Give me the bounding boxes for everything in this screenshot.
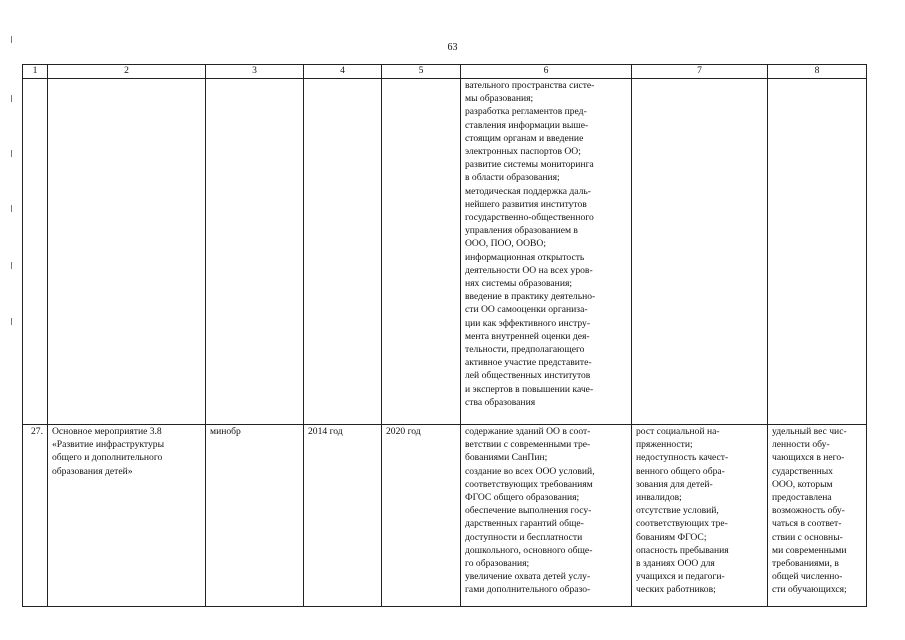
consequences-cell <box>632 425 768 607</box>
text-line: нях системы образования; <box>465 278 573 290</box>
text-line: удельный вес чис- <box>772 426 847 437</box>
end-year-cell: 2020 год <box>382 425 461 607</box>
header-cell: 4 <box>304 65 382 79</box>
text-line: опасность пребывания <box>636 544 729 556</box>
text-line: недоступность качест- <box>636 452 729 464</box>
text-line: зования для детей- <box>636 478 713 490</box>
text-line: в области образования; <box>465 172 560 184</box>
text-line: инвалидов; <box>636 492 682 504</box>
margin-mark <box>11 205 12 212</box>
header-cell: 6 <box>461 65 632 79</box>
text-line: бованиям ФГОС; <box>636 531 707 543</box>
text-line: чающихся в него- <box>772 452 845 464</box>
text-line: соответствующих тре- <box>636 518 728 530</box>
text-line: ленности обу- <box>772 439 830 451</box>
text-line: венного общего обра- <box>636 465 725 477</box>
text-line: ООО, ПОО, ООВО; <box>465 238 547 250</box>
table-cell <box>304 79 382 425</box>
text-line: дошкольного, основного обще- <box>465 544 593 556</box>
text-line: дарственных гарантий обще- <box>465 518 584 530</box>
text-line: ческих работников; <box>636 584 716 596</box>
header-cell: 5 <box>382 65 461 79</box>
text-line: методическая поддержка даль- <box>465 185 591 197</box>
text-line: деятельности ОО на всех уров- <box>465 264 593 276</box>
header-cell: 2 <box>48 65 206 79</box>
text-line: государственно-общественного <box>465 212 594 224</box>
table-cell <box>48 79 206 425</box>
text-line: общего и дополнительного <box>52 452 163 464</box>
table-row <box>23 425 867 607</box>
text-line: «Развитие инфраструктуры <box>52 439 165 451</box>
measures-cell <box>461 79 632 425</box>
text-line: мы образования; <box>465 93 534 105</box>
text-line: тельности, предполагающего <box>465 344 585 356</box>
text-line: вательного пространства систе- <box>465 80 595 91</box>
text-line: отсутствие условий, <box>636 505 719 517</box>
table-cell <box>23 79 48 425</box>
page-number: 63 <box>447 42 458 53</box>
text-line: ми современными <box>772 544 847 556</box>
text-line: развитие системы мониторинга <box>465 159 594 171</box>
text-line: увеличение охвата детей услу- <box>465 571 591 583</box>
text-line: возможность обу- <box>772 505 845 517</box>
text-line: общей численно- <box>772 571 843 583</box>
margin-mark <box>11 36 12 43</box>
text-line: пряженности; <box>636 439 693 451</box>
table-header-row <box>23 65 867 79</box>
text-line: ции как эффективного инстру- <box>465 317 591 329</box>
text-line: сти ОО самооценки организа- <box>465 304 588 316</box>
text-line: электронных паспортов ОО; <box>465 146 581 158</box>
text-line: в зданиях ООО для <box>636 558 715 570</box>
table-cell <box>382 79 461 425</box>
text-line: учащихся и педагоги- <box>636 571 725 583</box>
text-line: чаться в соответ- <box>772 518 842 530</box>
text-line: ставления информации выше- <box>465 119 589 131</box>
margin-mark <box>11 150 12 157</box>
text-line: ветствии с современными тре- <box>465 439 591 451</box>
text-line: ФГОС общего образования; <box>465 492 580 504</box>
table-row <box>23 79 867 425</box>
text-line: го образования; <box>465 558 530 570</box>
text-line: сти обучающихся; <box>772 584 847 596</box>
margin-mark <box>11 262 12 269</box>
text-line: сударственных <box>772 465 833 477</box>
text-line: создание во всех ООО условий, <box>465 465 595 477</box>
text-line: ствии с основны- <box>772 531 843 543</box>
text-line: лей общественных институтов <box>465 370 591 382</box>
executor-cell: минобр <box>206 425 304 607</box>
text-line: стоящим органам и введение <box>465 132 584 144</box>
text-line: рост социальной на- <box>636 426 720 437</box>
text-line: нейшего развития институтов <box>465 198 587 210</box>
start-year-cell: 2014 год <box>304 425 382 607</box>
text-line: ООО, которым <box>772 478 833 490</box>
header-cell: 3 <box>206 65 304 79</box>
margin-mark <box>11 95 12 102</box>
document-table <box>22 64 867 607</box>
text-line: бованиями СанПин; <box>465 452 548 464</box>
text-line: ства образования <box>465 396 536 408</box>
text-line: доступности и бесплатности <box>465 531 583 543</box>
text-line: содержание зданий ОО в соот- <box>465 426 591 437</box>
text-line: мента внутренней оценки дея- <box>465 330 590 342</box>
row-number: 27. <box>23 425 48 607</box>
text-line: образования детей» <box>52 465 133 477</box>
table-cell <box>768 79 867 425</box>
header-cell: 8 <box>768 65 867 79</box>
header-cell: 1 <box>23 65 48 79</box>
text-line: Основное мероприятие 3.8 <box>52 426 162 437</box>
text-line: информационная открытость <box>465 251 585 263</box>
table-cell <box>632 79 768 425</box>
header-cell: 7 <box>632 65 768 79</box>
text-line: активное участие представите- <box>465 357 592 369</box>
text-line: гами дополнительного образо- <box>465 584 591 596</box>
indicators-cell <box>768 425 867 607</box>
margin-mark <box>11 318 12 325</box>
text-line: введение в практику деятельно- <box>465 291 596 303</box>
text-line: соответствующих требованиям <box>465 478 593 490</box>
text-line: управления образованием в <box>465 225 578 237</box>
activity-name-cell <box>48 425 206 607</box>
text-line: обеспечение выполнения госу- <box>465 505 592 517</box>
measures-cell <box>461 425 632 607</box>
text-line: требованиями, в <box>772 558 839 570</box>
text-line: предоставлена <box>772 492 832 504</box>
text-line: и экспертов в повышении каче- <box>465 383 594 395</box>
text-line: разработка регламентов пред- <box>465 106 587 118</box>
table-cell <box>206 79 304 425</box>
